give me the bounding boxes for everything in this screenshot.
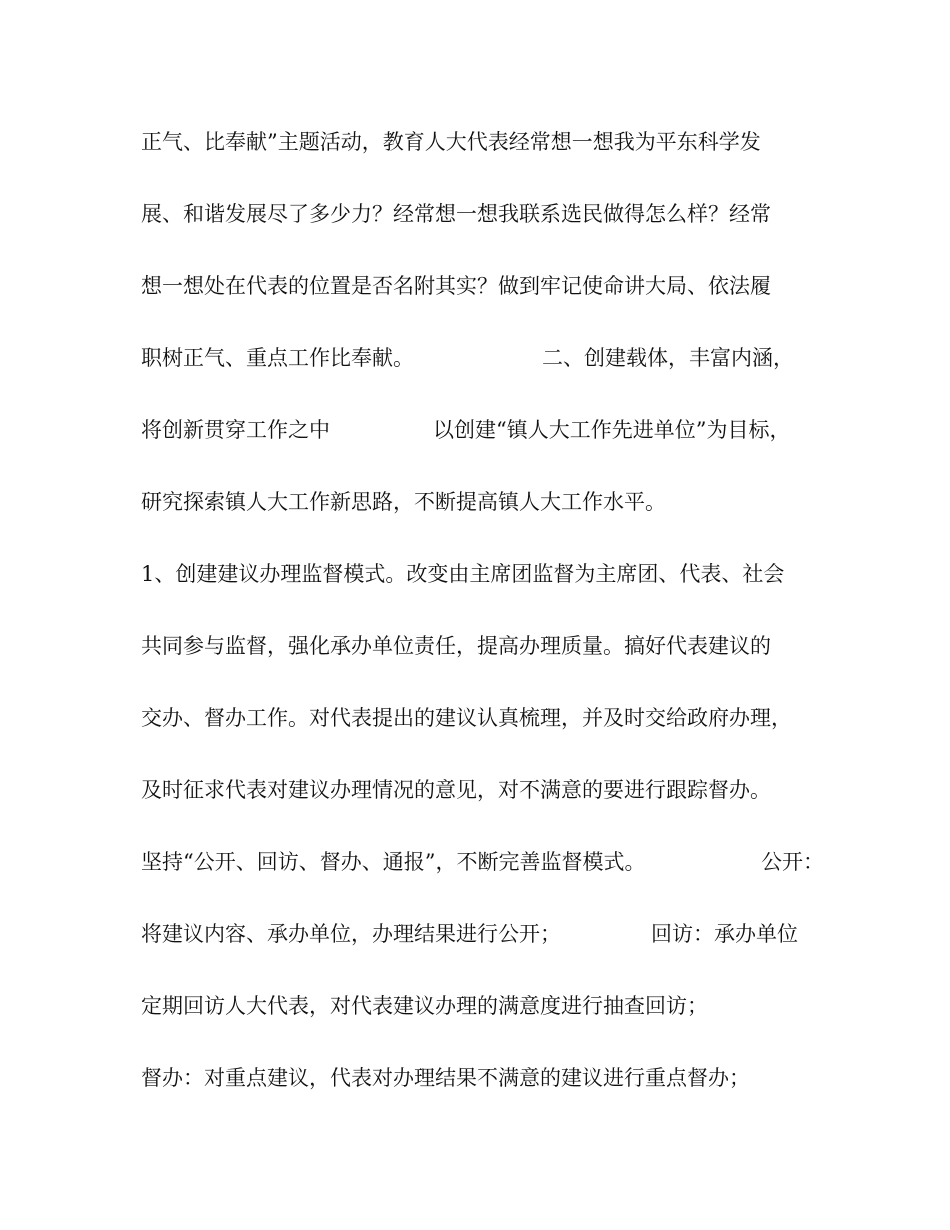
text-segment: 共同参与监督，强化承办单位责任，提高办理质量。搞好代表建议的 (141, 634, 771, 658)
text-line (141, 705, 792, 731)
section-heading: 二、创建载体，丰富内涵， (542, 346, 794, 370)
text-line (141, 417, 791, 443)
text-segment: 想一想处在代表的位置是否名附其实？做到牢记使命讲大局、依法履 (141, 274, 771, 298)
text-segment: 职树正气、重点工作比奉献。 (141, 346, 414, 370)
text-line (141, 561, 784, 587)
text-segment: 展、和谐发展尽了多少力？经常想一想我联系选民做得怎么样？经常 (141, 202, 771, 226)
text-segment: 督办：对重点建议，代表对办理结果不满意的建议进行重点督办； (141, 1066, 750, 1090)
text-line (141, 345, 794, 371)
text-segment: 交办、督办工作。对代表提出的建议认真梳理，并及时交给政府办理， (141, 706, 792, 730)
text-segment: 以创建“镇人大工作先进单位”为目标， (433, 418, 791, 442)
text-line (141, 921, 798, 947)
text-segment: 正气、比奉献”主题活动，教育人大代表经常想一想我为平东科学发 (141, 130, 761, 154)
text-line (141, 849, 824, 875)
text-line (141, 993, 708, 1019)
text-line (141, 489, 666, 515)
text-segment: 将创新贯穿工作之中 (141, 418, 330, 442)
text-line (141, 273, 771, 299)
text-segment: 1、创建建议办理监督模式。改变由主席团监督为主席团、代表、社会 (141, 562, 785, 586)
text-line (141, 129, 761, 155)
text-line (141, 201, 771, 227)
text-segment: 回访：承办单位 (651, 922, 798, 946)
text-segment: 坚持“公开、回访、督办、通报”，不断完善监督模式。 (141, 850, 646, 874)
text-segment: 定期回访人大代表，对代表建议办理的满意度进行抽查回访； (141, 994, 708, 1018)
text-line (141, 633, 771, 659)
text-segment: 研究探索镇人大工作新思路，不断提高镇人大工作水平。 (141, 490, 666, 514)
text-segment: 将建议内容、承办单位，办理结果进行公开； (141, 922, 561, 946)
text-line (141, 1065, 750, 1091)
text-line (141, 777, 771, 803)
text-segment: 及时征求代表对建议办理情况的意见，对不满意的要进行跟踪督办。 (141, 778, 771, 802)
text-segment: 公开： (761, 850, 824, 874)
